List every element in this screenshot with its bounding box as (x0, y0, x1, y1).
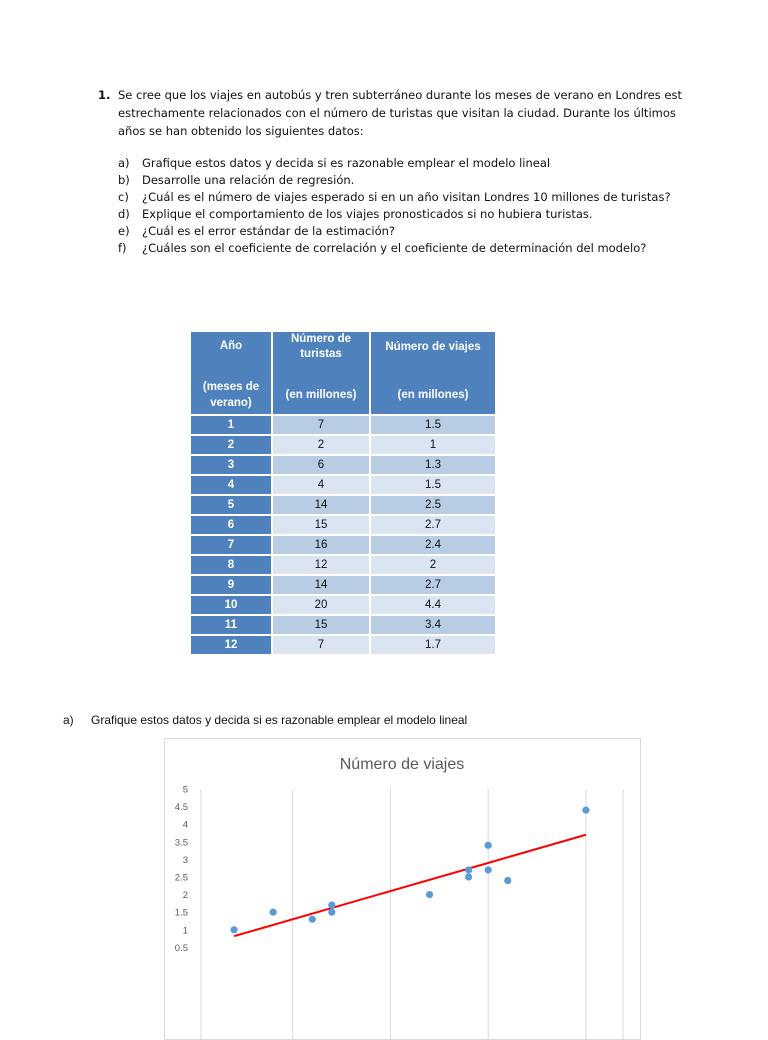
question-text (118, 86, 768, 140)
cell-tourists: 6 (273, 454, 371, 474)
cell-trips: 1.3 (371, 454, 495, 474)
cell-trips: 1.7 (371, 634, 495, 654)
cell-year: 12 (191, 634, 273, 654)
cell-trips: 3.4 (371, 614, 495, 634)
table-row (191, 594, 495, 614)
cell-year: 10 (191, 594, 273, 614)
header-line: Número de (290, 333, 352, 345)
data-point (465, 873, 472, 880)
table-row (191, 574, 495, 594)
table-header-row (191, 332, 495, 414)
question-line: años se han obtenido los siguientes datos: (118, 124, 364, 138)
table-row (191, 474, 495, 494)
y-tick-label: 5 (182, 784, 188, 796)
question-number: 1. (98, 88, 111, 102)
data-point (328, 902, 335, 909)
y-tick-label: 2 (182, 890, 188, 902)
chart-title: Número de viajes (339, 756, 465, 773)
cell-trips: 2.4 (371, 534, 495, 554)
cell-trips: 1.5 (371, 414, 495, 434)
sub-question-letter: e) (118, 224, 130, 238)
cell-year: 7 (191, 534, 273, 554)
header-line: (meses de (202, 381, 260, 393)
table-row (191, 434, 495, 454)
cell-tourists: 20 (273, 594, 371, 614)
section-text: Grafique estos datos y decida si es razonable emplear el modelo lineal (91, 713, 468, 727)
cell-year: 6 (191, 514, 273, 534)
cell-trips: 2.7 (371, 514, 495, 534)
scatter-chart (164, 738, 641, 1040)
trendline (234, 835, 586, 936)
cell-tourists: 16 (273, 534, 371, 554)
data-point (582, 807, 589, 814)
sub-question-text: Desarrolle una relación de regresión. (142, 173, 355, 187)
chart-grid (201, 789, 623, 1039)
header-tourists (273, 332, 371, 414)
cell-tourists: 14 (273, 494, 371, 514)
cell-tourists: 7 (273, 414, 371, 434)
table-row (191, 554, 495, 574)
header-line: (en millones) (285, 389, 357, 401)
header-trips (371, 332, 495, 414)
data-table (191, 332, 495, 654)
cell-year: 11 (191, 614, 273, 634)
cell-year: 2 (191, 434, 273, 454)
y-tick-label: 2.5 (174, 872, 188, 884)
cell-trips: 2.5 (371, 494, 495, 514)
cell-tourists: 7 (273, 634, 371, 654)
table-row (191, 634, 495, 654)
table-row (191, 454, 495, 474)
header-line: Año (219, 340, 243, 352)
table-row (191, 514, 495, 534)
question-line: estrechamente relacionados con el número de turistas que visitan la ciudad. Durante los últimos (118, 106, 676, 120)
data-point (426, 891, 433, 898)
cell-year: 3 (191, 454, 273, 474)
sub-question-letter: a) (118, 156, 130, 170)
cell-tourists: 15 (273, 514, 371, 534)
y-tick-label: 0.5 (174, 942, 188, 954)
cell-year: 8 (191, 554, 273, 574)
sub-question-text: ¿Cuáles son el coeficiente de correlación y el coeficiente de determinación del modelo? (142, 241, 647, 255)
table-row (191, 534, 495, 554)
sub-question-text: ¿Cuál es el número de viajes esperado si en un año visitan Londres 10 millones de turistas? (142, 190, 671, 204)
cell-trips: 2.7 (371, 574, 495, 594)
sub-question-letter: d) (118, 207, 130, 221)
sub-question-letter: f) (118, 241, 127, 255)
table-row (191, 494, 495, 514)
data-point (230, 926, 237, 933)
data-point (485, 866, 492, 873)
cell-trips: 4.4 (371, 594, 495, 614)
sub-question-text: Explique el comportamiento de los viajes pronosticados si no hubiera turistas. (142, 207, 593, 221)
y-axis (175, 785, 188, 954)
table-row (191, 414, 495, 434)
data-point (270, 909, 277, 916)
header-line: Número de viajes (385, 341, 481, 353)
sub-question-text: Grafique estos datos y decida si es razonable emplear el modelo lineal (142, 156, 551, 170)
cell-tourists: 14 (273, 574, 371, 594)
data-point (465, 866, 472, 873)
cell-year: 9 (191, 574, 273, 594)
header-line: turistas (300, 348, 342, 360)
y-tick-label: 3.5 (174, 837, 188, 849)
header-line: (en millones) (397, 389, 469, 401)
y-tick-label: 3 (182, 854, 188, 866)
cell-year: 5 (191, 494, 273, 514)
data-point (504, 877, 511, 884)
section-letter: a) (63, 713, 74, 727)
trendline-layer (234, 835, 586, 936)
cell-tourists: 15 (273, 614, 371, 634)
cell-year: 4 (191, 474, 273, 494)
y-tick-label: 1 (182, 925, 188, 937)
chart-canvas (165, 739, 640, 1039)
cell-year: 1 (191, 414, 273, 434)
header-line: verano) (210, 397, 252, 409)
question-line: Se cree que los viajes en autobús y tren subterráneo durante los meses de verano en Londres est (118, 88, 682, 102)
cell-tourists: 2 (273, 434, 371, 454)
data-point (485, 842, 492, 849)
y-tick-label: 4.5 (174, 802, 188, 814)
cell-trips: 1 (371, 434, 495, 454)
header-year (191, 332, 273, 414)
sub-question-letter: b) (118, 173, 130, 187)
y-tick-label: 4 (182, 819, 188, 831)
y-tick-label: 1.5 (174, 907, 188, 919)
cell-trips: 1.5 (371, 474, 495, 494)
data-point (328, 909, 335, 916)
data-points (230, 807, 589, 934)
cell-tourists: 4 (273, 474, 371, 494)
cell-tourists: 12 (273, 554, 371, 574)
cell-trips: 2 (371, 554, 495, 574)
table-row (191, 614, 495, 634)
data-point (309, 916, 316, 923)
sub-question-letter: c) (118, 190, 129, 204)
sub-question-text: ¿Cuál es el error estándar de la estimación? (142, 224, 395, 238)
